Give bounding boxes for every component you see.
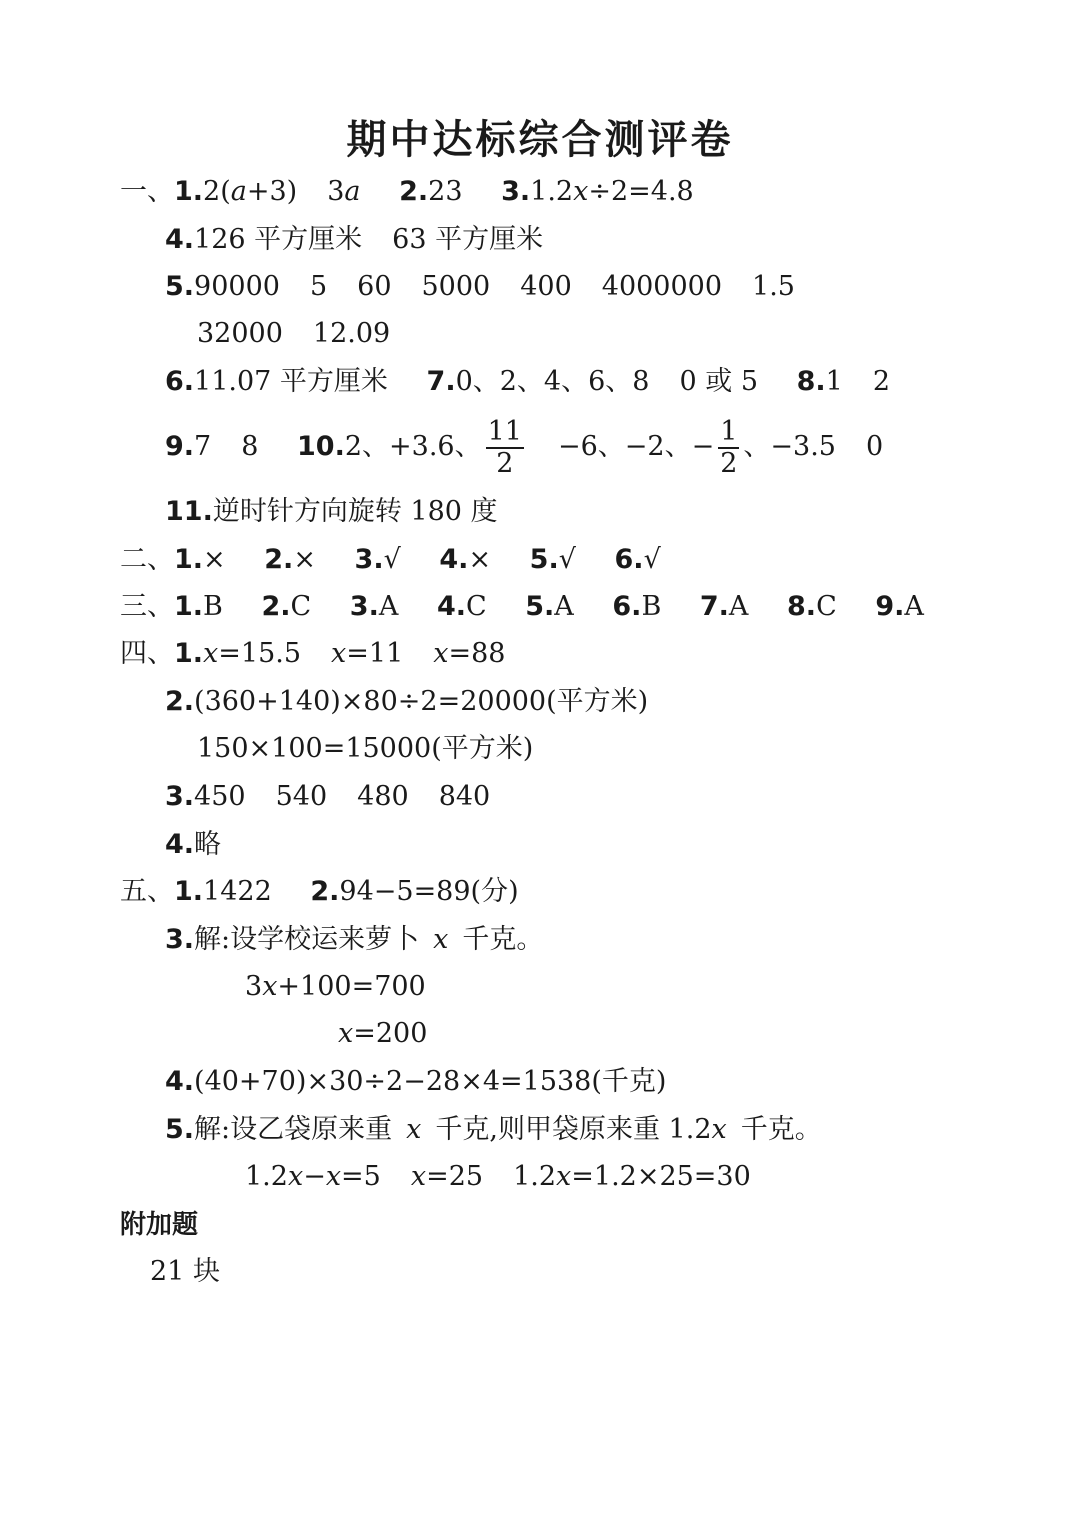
- s1-q10-d: 0: [865, 431, 884, 462]
- s4-q4-num: 4.: [165, 829, 195, 860]
- s1-q9-num: 9.: [165, 431, 195, 462]
- s1-q9-b: 8: [241, 431, 259, 462]
- s5-q5-c: 千克。: [740, 1114, 822, 1145]
- s2-num: 2.: [264, 544, 294, 575]
- s1-q5-line: [165, 267, 795, 307]
- s1-q4-b: 63 平方厘米: [392, 224, 544, 255]
- s4-q3-a: 450: [194, 781, 246, 812]
- s5-q5-line2: [245, 1157, 751, 1197]
- s3-choice: C: [816, 591, 837, 622]
- page-title: 期中达标综合测评卷: [346, 117, 734, 163]
- fraction-numerator: 1: [720, 415, 738, 447]
- s5-q4-line: [165, 1062, 666, 1102]
- fraction-denominator: 2: [720, 447, 738, 479]
- s1-q8-b: 2: [872, 366, 891, 397]
- s3-choice: B: [203, 591, 223, 622]
- s3-choice: A: [728, 591, 749, 622]
- s4-q3-d: 840: [438, 781, 491, 812]
- s1-q5-h: 32000: [197, 318, 283, 349]
- s5-q3-var: x: [262, 971, 278, 1002]
- s2-mark: ×: [293, 544, 316, 575]
- s1-q5-line2: [197, 314, 390, 354]
- s5-q5-a: 解:设乙袋原来重: [194, 1114, 393, 1145]
- s5-q2-num: 2.: [310, 876, 340, 907]
- s3-choice: C: [290, 591, 312, 622]
- s1-q11-a: 逆时针方向旋转 180 度: [212, 496, 498, 527]
- s5-q3-a: 解:设学校运来萝卜: [194, 924, 420, 955]
- s1-q8-num: 8.: [796, 366, 826, 397]
- s5-q5-b: 千克,则甲袋原来重 1.2: [435, 1114, 712, 1145]
- s5-q5-l2f: =1.2×25=30: [571, 1161, 751, 1192]
- s4-q4-a: 略: [194, 829, 222, 860]
- s2-mark: √: [643, 544, 661, 575]
- s5-q3-num: 3.: [165, 924, 195, 955]
- s5-q3-line: [165, 920, 543, 960]
- s5-q5-var: x: [711, 1114, 727, 1145]
- s1-q11-line: [165, 492, 498, 532]
- s1-q1-var2: a: [344, 176, 361, 207]
- s3-choice: A: [554, 591, 574, 622]
- s4-q2-line2: [197, 729, 533, 769]
- s5-q4-a: (40+70)×30÷2−28×4=1538(千克): [194, 1066, 667, 1097]
- s2-mark: ×: [468, 544, 492, 575]
- s2-num: 4.: [439, 544, 469, 575]
- fraction-numerator: 11: [487, 415, 522, 447]
- s4-q3-b: 540: [275, 781, 328, 812]
- s3-num: 5.: [525, 591, 555, 622]
- s1-q11-num: 11.: [165, 496, 213, 527]
- bonus-answer: 21 块: [150, 1256, 220, 1287]
- s5-q5-var: x: [410, 1161, 427, 1192]
- s4-q3-num: 3.: [165, 781, 195, 812]
- s5-q5-l2d: =25: [426, 1161, 484, 1192]
- s3-num: 7.: [699, 591, 729, 622]
- s4-q1-var: x: [203, 638, 219, 669]
- s1-q5-d: 5000: [421, 271, 491, 302]
- s5-q5-num: 5.: [165, 1114, 195, 1145]
- s4-q1-line: [120, 634, 505, 674]
- s4-q2-line: [165, 682, 648, 722]
- s3-line: [120, 587, 924, 627]
- section-label-4: 四、: [120, 638, 174, 669]
- s4-q2-num: 2.: [165, 686, 195, 717]
- s1-q5-a: 90000: [194, 271, 280, 302]
- s1-q1-line: [120, 172, 694, 212]
- s5-q3-l2b: +100=700: [277, 971, 426, 1002]
- s4-q4-line: [165, 825, 221, 865]
- s1-q5-f: 4000000: [601, 271, 723, 302]
- s3-num: 3.: [349, 591, 379, 622]
- s4-q1-c: =88: [448, 638, 506, 669]
- s5-q2-a: 94−5=89(分): [339, 876, 519, 907]
- s1-q3-num: 3.: [501, 176, 531, 207]
- s5-q5-l2b: −: [303, 1161, 326, 1192]
- s5-q5-var: x: [406, 1114, 422, 1145]
- s5-q3-var: x: [433, 924, 449, 955]
- s5-q5-l2e: 1.2: [513, 1161, 557, 1192]
- s5-q5-var: x: [556, 1161, 572, 1192]
- s4-q2-b: 150×100=15000(平方米): [197, 733, 534, 764]
- s1-q5-b: 5: [309, 271, 328, 302]
- s4-q1-num: 1.: [174, 638, 204, 669]
- section-label-5: 五、: [120, 876, 174, 907]
- section-label-2: 二、: [120, 544, 174, 575]
- s1-q7-a: 0、2、4、6、8: [455, 366, 650, 397]
- s3-choice: A: [378, 591, 399, 622]
- s1-q9-line: [165, 415, 883, 479]
- s3-num: 6.: [612, 591, 642, 622]
- s1-q10-num: 10.: [297, 431, 345, 462]
- s4-q1-var: x: [433, 638, 449, 669]
- s3-num: 4.: [436, 591, 466, 622]
- s3-num: 1.: [174, 591, 204, 622]
- s1-q1-num: 1.: [174, 176, 204, 207]
- s5-q3-line2: [245, 967, 426, 1007]
- s1-q3-var: x: [573, 176, 589, 207]
- s1-q3-a: 1.2: [530, 176, 574, 207]
- s5-q3-line3: [338, 1014, 427, 1054]
- s5-q3-l2a: 3: [245, 971, 263, 1002]
- s1-q1-a: 2(: [203, 176, 231, 207]
- s3-choice: C: [465, 591, 487, 622]
- s2-num: 5.: [529, 544, 559, 575]
- bonus-heading: 附加题: [120, 1210, 199, 1240]
- s1-q4-line: [165, 220, 543, 260]
- s1-q9-a: 7: [194, 431, 212, 462]
- s1-q4-a: 126 平方厘米: [194, 224, 363, 255]
- s5-q1-line: [120, 872, 519, 912]
- s2-num: 1.: [174, 544, 204, 575]
- s2-num: 6.: [614, 544, 644, 575]
- fraction-1-2: [718, 417, 739, 479]
- s3-num: 9.: [875, 591, 905, 622]
- fraction-denominator: 2: [496, 447, 514, 479]
- s1-q5-g: 1.5: [752, 271, 795, 302]
- s5-q1-a: 1422: [203, 876, 272, 907]
- s5-q3-b: 千克。: [462, 924, 544, 955]
- s1-q2-a: 23: [428, 176, 463, 207]
- s5-q3-l3: =200: [353, 1018, 428, 1049]
- s2-mark: √: [383, 544, 401, 575]
- s4-q2-a: (360+140)×80÷2=20000(平方米): [194, 686, 649, 717]
- s1-q3-b: ÷2=4.8: [588, 176, 694, 207]
- s4-q1-var: x: [331, 638, 347, 669]
- s1-q6-num: 6.: [165, 366, 195, 397]
- s3-num: 2.: [261, 591, 291, 622]
- s2-mark: ×: [203, 544, 226, 575]
- s1-q10-a: 2、+3.6、: [344, 431, 482, 462]
- s1-q5-c: 60: [357, 271, 392, 302]
- s1-q7-num: 7.: [426, 366, 456, 397]
- s5-q1-num: 1.: [174, 876, 204, 907]
- s5-q5-var: x: [287, 1161, 304, 1192]
- s5-q5-l2c: =5: [341, 1161, 381, 1192]
- s1-q1-var: a: [230, 176, 247, 207]
- s1-q5-e: 400: [520, 271, 572, 302]
- s5-q5-var: x: [325, 1161, 342, 1192]
- s1-q6-line: [165, 362, 890, 402]
- s3-num: 8.: [787, 591, 817, 622]
- s1-q7-b: 0 或 5: [679, 366, 759, 397]
- s4-q1-a: =15.5: [218, 638, 302, 669]
- s4-q3-line: [165, 777, 490, 817]
- s2-num: 3.: [354, 544, 384, 575]
- s1-q10-c: 、−3.5: [743, 431, 836, 462]
- s3-choice: A: [904, 591, 924, 622]
- s1-q10-b: −6、−2、−: [557, 431, 715, 462]
- s1-q1-b: +3): [246, 176, 298, 207]
- s4-q3-c: 480: [357, 781, 409, 812]
- s1-q2-num: 2.: [399, 176, 429, 207]
- s1-q5-i: 12.09: [312, 318, 391, 349]
- s1-q5-num: 5.: [165, 271, 195, 302]
- s1-q4-num: 4.: [165, 224, 195, 255]
- s2-line: [120, 540, 661, 580]
- s1-q8-a: 1: [825, 366, 843, 397]
- s4-q1-b: =11: [346, 638, 404, 669]
- section-label-1: 一、: [120, 176, 174, 207]
- s5-q5-l2a: 1.2: [245, 1161, 288, 1192]
- s1-q6-a: 11.07 平方厘米: [194, 366, 388, 397]
- s5-q4-num: 4.: [165, 1066, 195, 1097]
- s2-mark: √: [558, 544, 576, 575]
- fraction-11-2: [486, 417, 524, 479]
- section-label-3: 三、: [120, 591, 174, 622]
- s5-q3-var: x: [338, 1018, 354, 1049]
- s3-choice: B: [641, 591, 662, 622]
- s1-q1-c: 3: [327, 176, 345, 207]
- s5-q5-line: [165, 1110, 822, 1150]
